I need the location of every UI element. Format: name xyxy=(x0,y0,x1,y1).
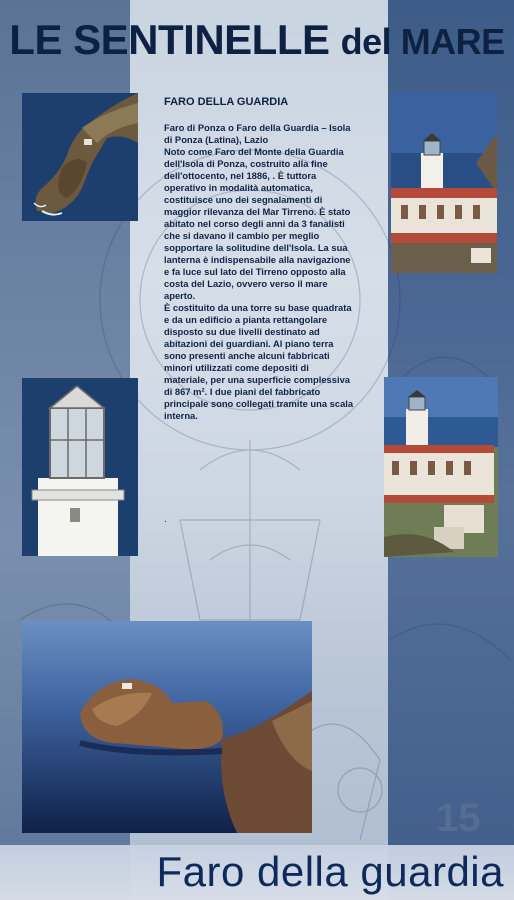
trailing-dot: . xyxy=(164,514,167,525)
page-number: 15 xyxy=(436,796,481,840)
page-title xyxy=(0,16,514,64)
photo-headland-aerial xyxy=(22,621,312,833)
article-heading: FARO DELLA GUARDIA xyxy=(164,96,289,108)
article-body: Faro di Ponza o Faro della Guardia – Isola di Ponza (Latina), Lazio Noto come Faro del Monte della Guardia dell'Isola di Ponza, costruito alla fine dell'ottocento, nel 1886, . È tuttora operativo in modalità automatica, costituisce uno dei segnalamenti di maggior rilevanza del Mar Tirreno. È stato abitato nel corso degli anni da 3 fanalisti che si davano il cambio per meglio sopportare la solitudine dell'Isola. La sua lanterna è indispensabile alla navigazione e fa luce sul lato del Tirreno opposto alla costa del Lazio, ovvero verso il mare aperto. È costituito da una torre su base quadrata e da un edificio a pianta rettangolare disposto su due livelli destinato ad abitazioni dei guardiani. Al piano terra sono presenti anche alcuni fabbricati minori utilizzati come depositi di materiale, per una superficie complessiva di 867 m². I due piani del fabbricato principale sono collegati tramite una scala interna. xyxy=(164,122,354,421)
footer-title: Faro della guardia xyxy=(156,848,504,895)
photo-lighthouse-building xyxy=(391,93,497,273)
photo-island-aerial xyxy=(22,93,138,221)
title-main: LE SENTINELLE xyxy=(9,16,330,63)
photo-lighthouse-complex xyxy=(384,377,498,557)
photo-lantern-closeup xyxy=(22,378,138,556)
title-small: del MARE xyxy=(340,21,505,62)
